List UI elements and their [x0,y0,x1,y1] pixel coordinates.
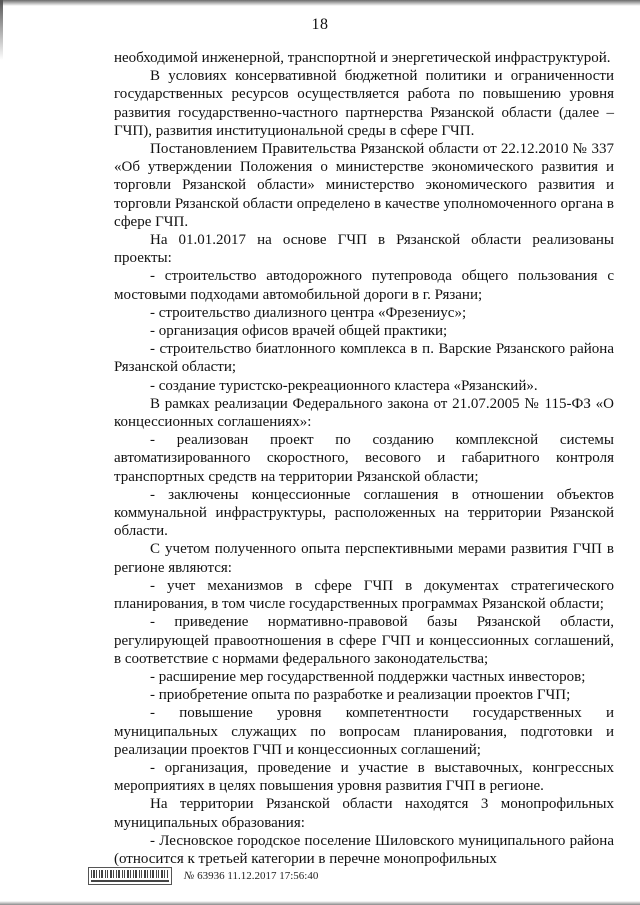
stamp-text [184,870,318,882]
paragraph: необходимой инженерной, транспортной и энергетической инфраструктурой. [114,50,611,66]
paragraph: - строительство биатлонного комплекса в п. Варские Рязанского района Рязанской области; [114,341,614,376]
paragraph: Постановлением Правительства Рязанской области от 22.12.2010 № 337 «Об утверждении Положения о министерстве экономического развития и торговли Рязанской области» министерство экономического развития и торговли Рязанской области определено в качестве уполномоченного органа в сфере ГЧП. [114,141,614,230]
stamp-time: 17:56:40 [279,870,319,882]
stamp-number: 63936 [197,870,225,882]
paragraph: - реализован проект по созданию комплексной системы автоматизированного скоростного, весового и габаритного контроля транспортных средств на территории Рязанской области; [114,432,614,485]
paragraph: В рамках реализации Федерального закона от 21.07.2005 № 115-ФЗ «О концессионных соглашениях»: [114,395,614,431]
document-body [114,49,614,868]
paragraph: На 01.01.2017 на основе ГЧП в Рязанской области реализованы проекты: [114,232,614,267]
paragraph: С учетом полученного опыта перспективными мерами развития ГЧП в регионе являются: [114,541,614,576]
paragraph: - организация офисов врачей общей практики; [150,323,448,340]
registration-stamp [88,866,318,886]
page-number: 18 [311,16,329,33]
paragraph: - учет механизмов в сфере ГЧП в документах стратегического планирования, в том числе государственных программах Рязанской области; [114,577,614,613]
paragraph: - приведение нормативно-правовой базы Рязанской области, регулирующей правоотношения в сфере ГЧП и концессионных соглашений, в соответствие с нормами федерального законодательства; [114,614,614,667]
paragraph: В условиях консервативной бюджетной политики и ограниченности государственных ресурсов осуществляется работа по повышению уровня развития государственно-частного партнерства Рязанской области (далее – ГЧП), развития институциональной среды в сфере ГЧП. [114,68,614,139]
stamp-date: 11.12.2017 [227,870,277,882]
paragraph: На территории Рязанской области находятся 3 монопрофильных муниципальных образования: [114,796,614,831]
scan-edge-bottom [0,901,640,905]
stamp-number-mark: № [184,870,195,882]
paragraph: - заключены концессионные соглашения в отношении объектов коммунальной инфраструктуры, расположенных на территории Рязанской области. [114,486,614,540]
barcode-stamp-icon [88,867,172,885]
paragraph: - создание туристско-рекреационного кластера «Рязанский». [150,377,538,394]
paragraph: - приобретение опыта по разработке и реализации проектов ГЧП; [150,687,571,704]
paragraph: - расширение мер государственной поддержки частных инвесторов; [150,668,586,685]
paragraph: - строительство автодорожного путепровода общего пользования с мостовыми подходами автомобильной дороги в г. Рязани; [114,268,614,303]
paragraph: - Лесновское городское поселение Шиловского муниципального района (относится к третьей категории в перечне монопрофильных [114,832,614,867]
paragraph: - строительство диализного центра «Фрезениус»; [150,304,467,321]
scan-edge-top [0,0,640,6]
paragraph: - повышение уровня компетентности государственных и муниципальных служащих по вопросам планирования, подготовки и реализации проектов ГЧП и концессионных соглашений; [114,705,614,758]
paragraph: - организация, проведение и участие в выставочных, конгрессных мероприятиях в целях повышения уровня развития ГЧП в регионе. [114,759,614,795]
